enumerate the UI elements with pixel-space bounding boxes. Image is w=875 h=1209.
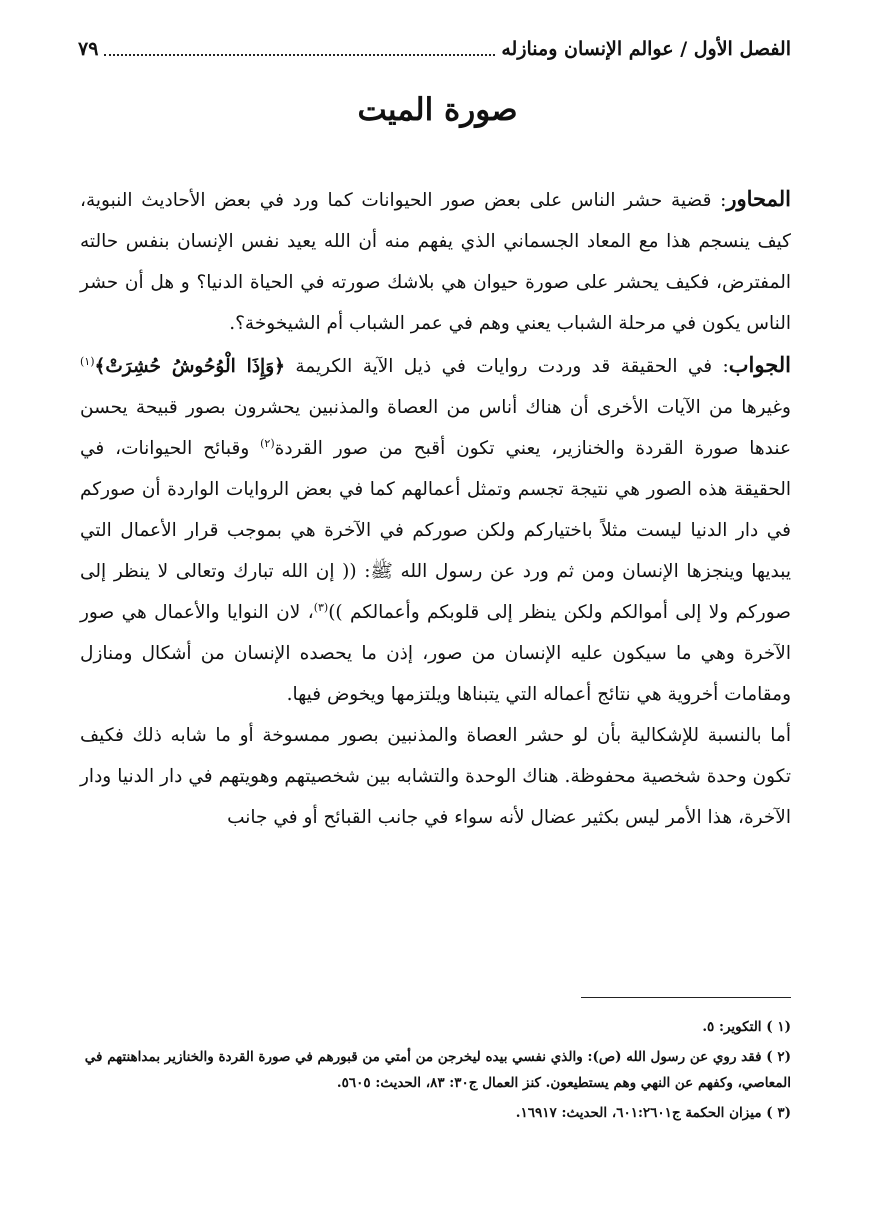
- footnote-ref-2[interactable]: (٢): [260, 436, 275, 450]
- answer-part-2: وغيرها من الآيات الأخرى أن هناك أناس من العصاة والمذنبين يحشرون بصور قبيحة يحسن عندها صورة القردة والخنازير، يعني تكون أقبح من صور القردة: [80, 397, 791, 459]
- page-number: ٧٩: [78, 38, 99, 60]
- footnote-3: (٣ ) ميزان الحكمة ج٦٠١:٢٦٠١، الحديث: ١٦٩١٧.: [515, 1105, 791, 1121]
- body-text: [80, 178, 791, 838]
- question-speaker: المحاور: [726, 186, 791, 211]
- question-text: : قضية حشر الناس على بعض صور الحيوانات كما ورد في بعض الأحاديث النبوية، كيف ينسجم هذا مع المعاد الجسماني الذي يفهم منه أن الله يعيد نفس الإنسان بنفس حالته المفترض، فكيف يحشر على صورة حيوان هي بلاشك صورته في الحياة الدنيا؟ و هل أن حشر الناس يكون في مرحلة الشباب يعني وهم في عمر الشباب أم الشيخوخة؟.: [80, 190, 791, 334]
- answer-part-3: وقبائح الحيوانات، في الحقيقة هذه الصور هي نتيجة تجسم وتمثل أعمالهم كما في بعض الروايات الواردة أن صوركم في دار الدنيا ليست مثلاً باختياركم ولكن صوركم في الآخرة هي بموجب قرار الأعمال التي يبديها وينجزها الإنسان ومن ثم ورد عن رسول الله ﷺ: (( إن الله تبارك وتعالى لا ينظر إلى صوركم ولا إلى أموالكم ولكن ينظر إلى قلوبكم وأعمالكم )): [80, 438, 791, 623]
- answer-part-4: ، لان النوايا والأعمال هي صور الآخرة وهي ما سيكون عليه الإنسان من صور، إذن ما يحصده الإنسان من أشكال ومنازل ومقامات أخروية هي نتائج أعماله التي يتبناها ويلتزمها ويخوض فيها.: [80, 602, 791, 705]
- running-header: [78, 34, 791, 64]
- quran-verse: ﴿وَإِذَا الْوُحُوشُ حُشِرَتْ﴾: [94, 356, 285, 377]
- footnote-divider: [581, 997, 791, 998]
- leader-dots: [104, 38, 495, 56]
- section-title: صورة الميت: [357, 92, 518, 128]
- footnote-ref-3[interactable]: (٣): [313, 600, 329, 614]
- footnote-1: (١ ) التكوير: ٥.: [702, 1019, 791, 1035]
- footnote-2: (٢ ) فقد روي عن رسول الله (ص): والذي نفسي بيده ليخرجن من أمتي من قبورهم في صورة القردة والخنازير بمداهنتهم في المعاصي، وكفهم عن النهي وهم يستطيعون. كنز العمال ج٣٠: ٨٣، الحديث: ٥٦٠٥.: [84, 1049, 791, 1091]
- answer-paragraph: [80, 344, 791, 715]
- footnotes: [80, 1014, 791, 1130]
- running-title: الفصل الأول / عوالم الإنسان ومنازله: [501, 38, 791, 60]
- question-paragraph: [80, 178, 791, 344]
- third-paragraph: أما بالنسبة للإشكالية بأن لو حشر العصاة والمذنبين بصور ممسوخة أو ما شابه ذلك فكيف تكون وحدة شخصية محفوظة. هناك الوحدة والتشابه بين شخصيتهم وهويتهم في دار الدنيا ودار الآخرة، هذا الأمر ليس بكثير عضال لأنه سواء في جانب القبائح أو في جانب: [80, 725, 791, 828]
- answer-intro: : في الحقيقة قد وردت روايات في ذيل الآية الكريمة: [295, 356, 729, 377]
- answer-speaker: الجواب: [728, 352, 791, 377]
- footnote-ref-1[interactable]: (١): [80, 354, 95, 368]
